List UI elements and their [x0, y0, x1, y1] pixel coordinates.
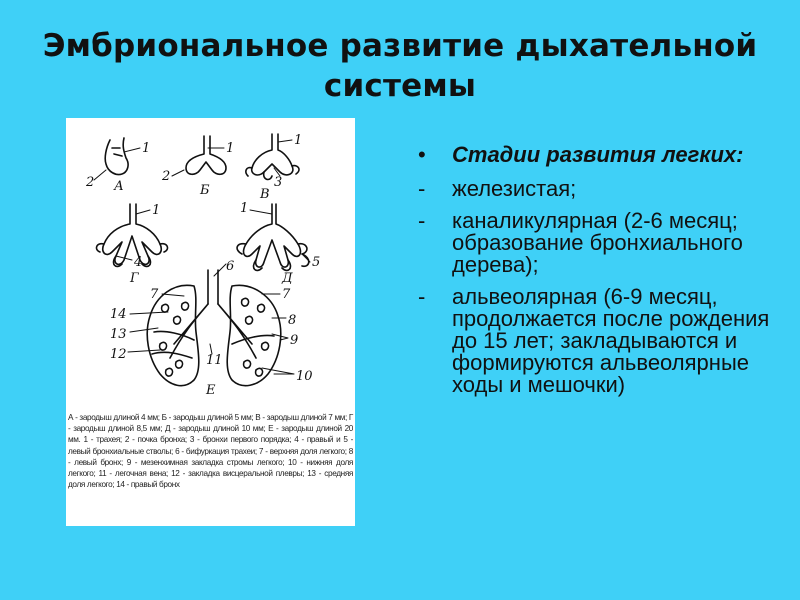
label-stage-e: Е — [206, 383, 216, 398]
stage-glandular: железистая; — [452, 176, 577, 201]
label-stage-g: Г — [130, 271, 139, 286]
label-2b: 2 — [162, 169, 171, 184]
label-1d: 1 — [240, 201, 249, 216]
label-stage-b: Б — [200, 183, 210, 198]
list-item — [418, 210, 788, 276]
dash-icon: - — [418, 284, 426, 309]
dash-icon: - — [418, 176, 426, 201]
label-11: 11 — [206, 353, 223, 368]
stage-a-detail — [112, 148, 122, 156]
stage-e-trachea — [208, 270, 218, 304]
label-1b: 1 — [226, 141, 235, 156]
label-2a: 2 — [86, 175, 95, 190]
label-13: 13 — [110, 327, 127, 342]
label-5d: 5 — [312, 255, 321, 270]
dash-icon: - — [418, 208, 426, 233]
figure-caption: А - зародыш длиной 4 мм; Б - зародыш длиной 5 мм; В - зародыш длиной 7 мм; Г - зародыш длиной 8,5 мм; Д - зародыш длиной 10 мм; Е - зародыш длиной 20 мм. 1 - трахея; 2 - почка бронха; 3 - бронхи первого порядка; 4 - правый и 5 - левый бронхиальные стволы; 6 - бифуркация трахеи; 7 - верхняя доля легкого; 8 - левый бронх; 9 - мезенхимная закладка стромы легкого; 10 - нижняя доля легкого; 11 - легочная вена; 12 - закладка висцеральной плевры; 13 - средняя доля легкого; 14 - правый бронх — [68, 413, 353, 490]
slide-title: Эмбриональное развитие дыхательной системы — [42, 28, 758, 104]
bullet-icon: • — [418, 142, 426, 167]
stages-content — [418, 144, 788, 406]
list-item — [418, 178, 788, 200]
stages-heading-row — [418, 144, 788, 166]
label-1v: 1 — [294, 133, 303, 148]
label-14: 14 — [110, 307, 127, 322]
label-stage-d: Д — [282, 271, 293, 286]
label-8: 8 — [288, 313, 297, 328]
list-item — [418, 286, 788, 396]
label-1g: 1 — [152, 203, 161, 218]
stage-e-bronchi — [170, 304, 256, 358]
label-6: 6 — [226, 259, 235, 274]
label-7-right: 7 — [150, 287, 159, 302]
label-4g: 4 — [134, 255, 143, 270]
stage-a-shape — [105, 138, 128, 175]
label-10: 10 — [296, 369, 313, 384]
label-9: 9 — [290, 333, 299, 348]
lung-development-figure — [66, 118, 355, 526]
label-3v: 3 — [274, 175, 283, 190]
label-1a: 1 — [142, 141, 151, 156]
stage-v-shape — [252, 134, 293, 175]
stage-b-shape — [186, 136, 226, 174]
label-12: 12 — [110, 347, 127, 362]
stage-e-right-texture — [160, 302, 189, 376]
label-stage-a: А — [114, 179, 124, 194]
stages-heading: Стадии развития легких: — [452, 142, 744, 167]
label-stage-v: В — [260, 187, 270, 202]
stage-alveolar: альвеолярная (6-9 месяц, продолжается после рождения до 15 лет; закладываются и формируются альвеолярные ходы и мешочки) — [452, 284, 770, 397]
stage-canalicular: каналикулярная (2-6 месяц; образование бронхиального дерева); — [452, 208, 743, 277]
stage-d-shape — [244, 204, 301, 267]
label-7-left: 7 — [282, 287, 291, 302]
